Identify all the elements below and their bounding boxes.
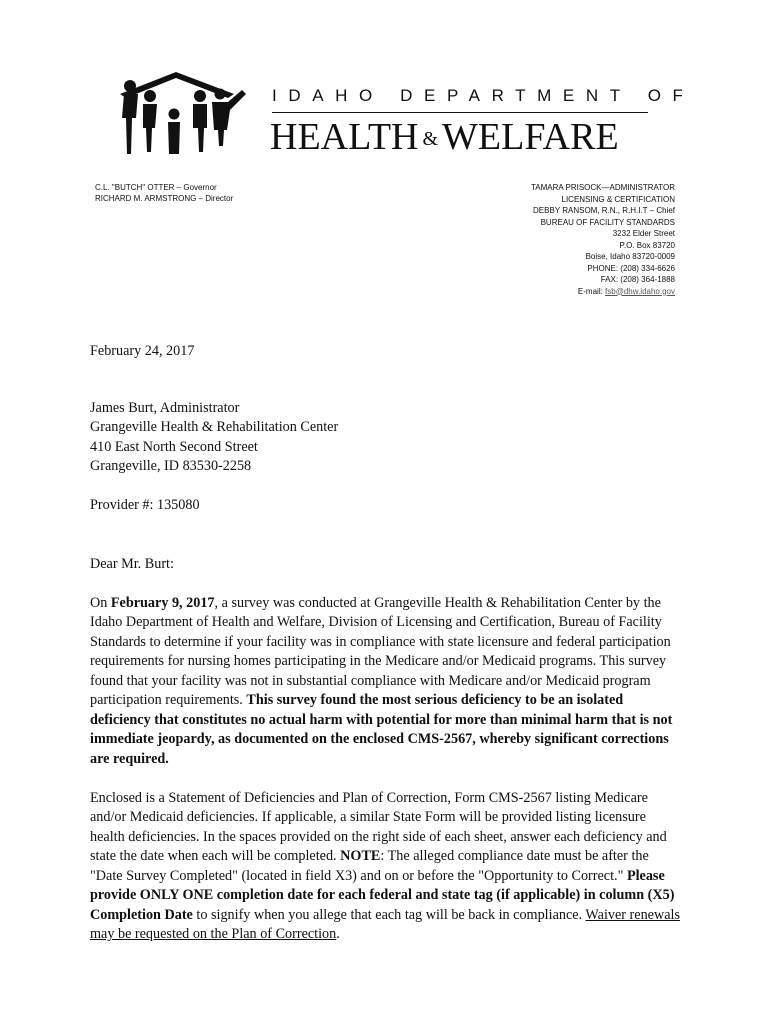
salutation: Dear Mr. Burt: — [90, 555, 174, 572]
contact-line: Boise, Idaho 83720-0009 — [585, 252, 675, 261]
department-health: HEALTH — [270, 116, 419, 158]
idhw-family-logo — [116, 70, 256, 156]
letterhead-rule — [272, 112, 648, 113]
department-name-main — [270, 116, 619, 160]
text-run: to signify when you allege that each tag will be back in compliance. — [192, 906, 586, 923]
email-line — [531, 286, 675, 298]
paragraph-survey — [90, 594, 680, 770]
department-name-top: IDAHO DEPARTMENT OF — [272, 86, 695, 105]
contact-line: BUREAU OF FACILITY STANDARDS — [540, 217, 675, 227]
letter-body — [90, 342, 680, 945]
recipient-line: Grangeville Health & Rehabilitation Center — [90, 419, 339, 435]
recipient-address — [90, 399, 680, 477]
provider-number: Provider #: 135080 — [90, 497, 200, 513]
officials-block — [95, 182, 233, 204]
text-run: Enclosed is a Statement of Deficiencies and Plan of Correction, Form CMS-2567 listing Medicare and/or Medicaid deficiencies. If applicable, a similar State Form will be provided listing licensure health deficiencies. In the spaces provided on the right side of each sheet, answer each deficiency and state the date when each will be completed. — [90, 789, 667, 864]
waiver-note: Waiver renewals may be requested on the Plan of Correction — [90, 906, 680, 942]
governor-line: C.L. "BUTCH" OTTER – Governor — [95, 183, 217, 192]
contact-line: PHONE: (208) 334-6626 — [587, 263, 675, 273]
email-link[interactable]: fsb@dhw.idaho.gov — [605, 286, 675, 296]
deficiency-finding: This survey found the most serious deficiency to be an isolated deficiency that constitutes no actual harm with potential for more than minimal harm that is not immediate jeopardy, as documented on the enclosed CMS-2567, whereby significant corrections are required. — [90, 692, 673, 767]
text-run: . — [336, 926, 340, 942]
email-label: E-mail: — [577, 286, 603, 296]
director-line: RICHARD M. ARMSTRONG – Director — [95, 194, 234, 203]
survey-date: February 9, 2017 — [110, 594, 215, 611]
contact-line: FAX: (208) 364-1888 — [600, 275, 675, 284]
department-welfare: WELFARE — [442, 116, 619, 158]
recipient-line: Grangeville, ID 83530-2258 — [90, 458, 252, 474]
department-ampersand: & — [422, 128, 439, 150]
completion-date-instruction: Please provide ONLY ONE completion date for each federal and state tag (if applicable) in column (X5) Completion Date — [90, 867, 675, 923]
contact-line: TAMARA PRISOCK—ADMINISTRATOR — [530, 183, 675, 192]
text-run: : The alleged compliance date must be after the "Date Survey Completed" (located in field X3) and on or before the "Opportunity to Correct." — [90, 848, 649, 884]
contact-line: LICENSING & CERTIFICATION — [561, 194, 675, 204]
recipient-line: 410 East North Second Street — [90, 438, 258, 455]
contact-line: DEBBY RANSOM, R.N., R.H.I.T – Chief — [533, 206, 675, 215]
paragraph-enclosure — [90, 789, 680, 945]
text-run: On — [90, 594, 111, 611]
text-run: , a survey was conducted at Grangeville Health & Rehabilitation Center by the Idaho Department of Health and Welfare, Division of Licensing and Certification, Bureau of Facility Standards to determine if your facility was in compliance with state licensure and federal participation requirements for nursing homes participating in the Medicare and/or Medicaid programs. This survey found that your facility was not in substantial compliance with Medicare and/or Medicaid program participation requirements. — [90, 594, 671, 708]
contact-line: P.O. Box 83720 — [619, 240, 675, 250]
letter-date: February 24, 2017 — [90, 343, 195, 359]
contact-block — [531, 182, 675, 297]
contact-line: 3232 Elder Street — [612, 229, 675, 238]
recipient-line: James Burt, Administrator — [90, 399, 240, 416]
note-label: NOTE — [340, 848, 381, 864]
